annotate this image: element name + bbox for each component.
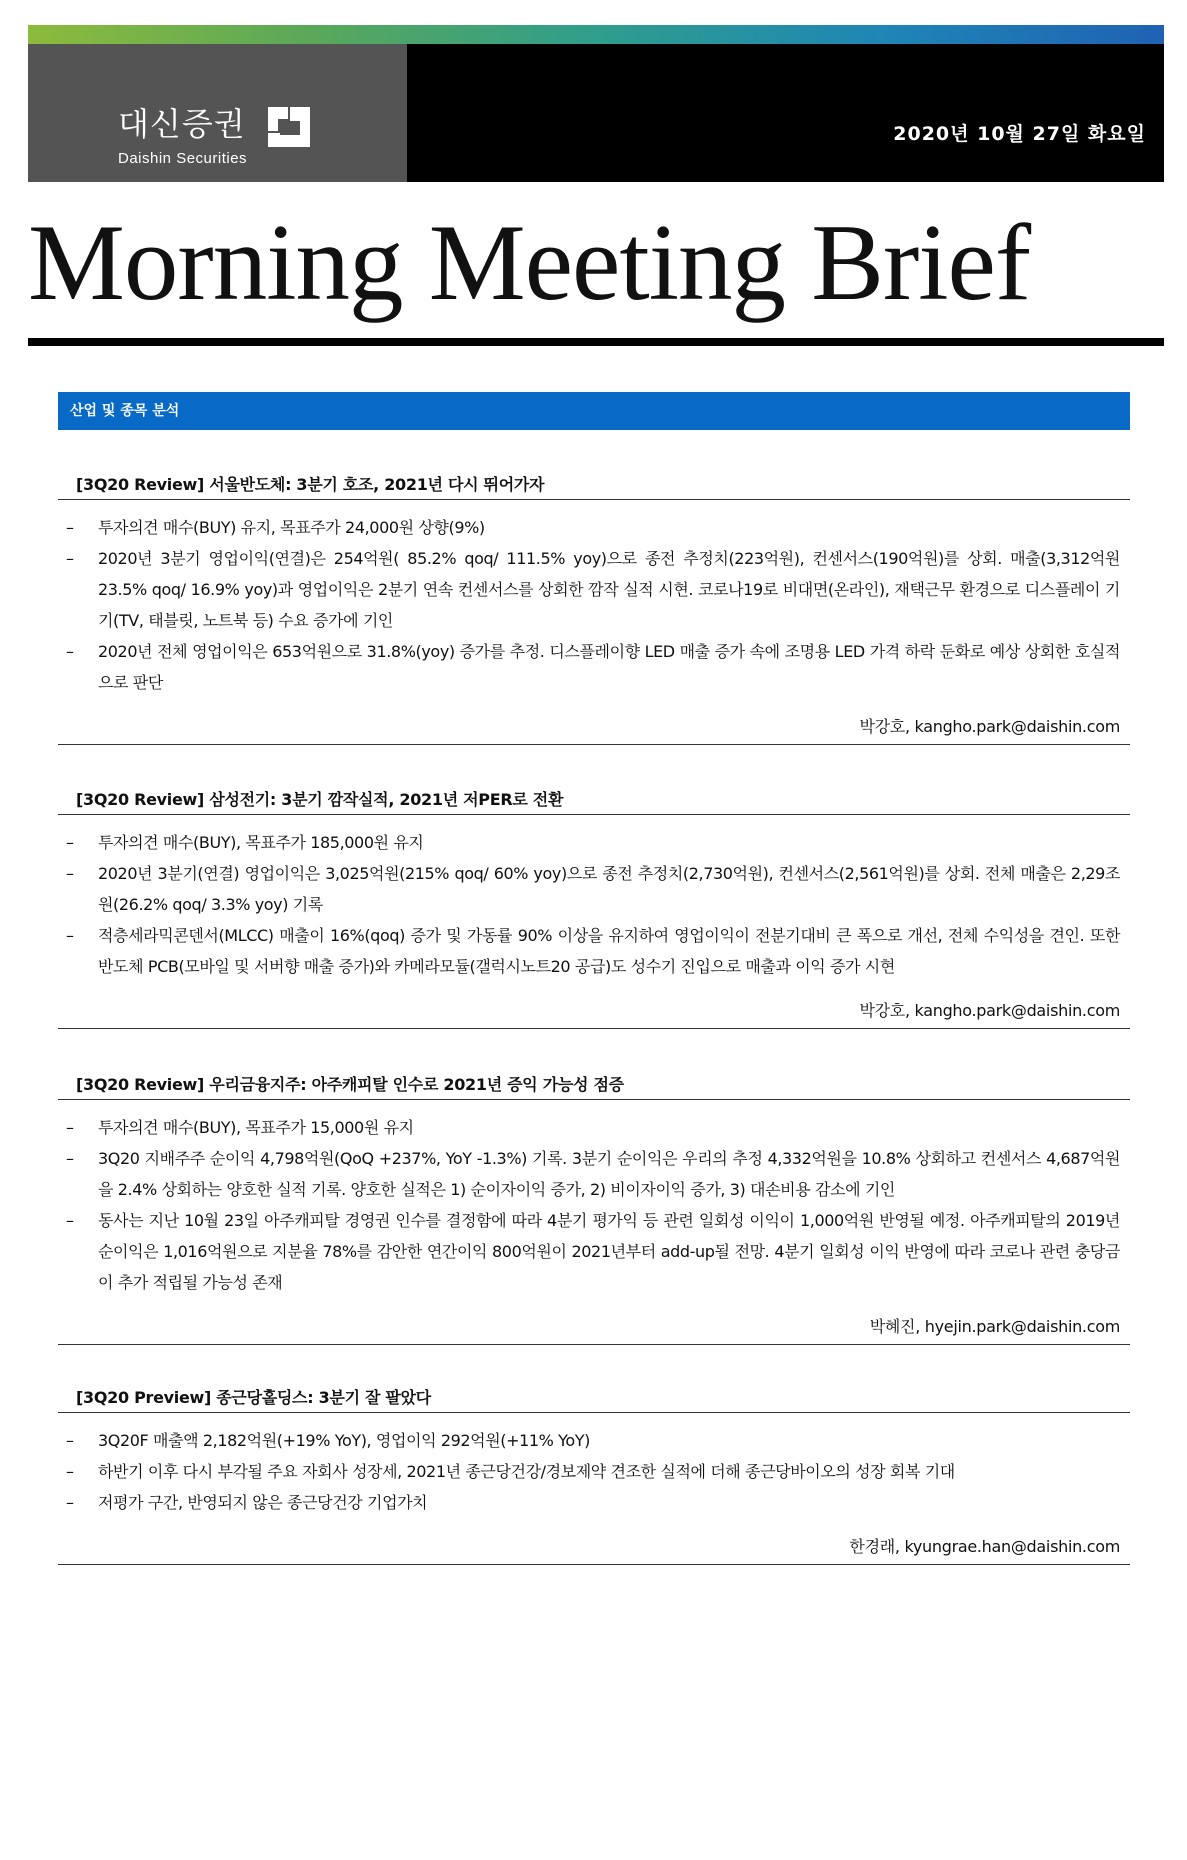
bullet-item: – 투자의견 매수(BUY), 목표주가 15,000원 유지 — [58, 1112, 1130, 1143]
bullet-item: – 2020년 전체 영업이익은 653억원으로 31.8%(yoy) 증가를 추정. 디스플레이향 LED 매출 증가 속에 조명용 LED 가격 하락 둔화로 예상 상회한 호실적으로 판단 — [58, 636, 1130, 698]
article-woori-financial — [58, 1073, 1130, 1345]
article-title: [3Q20 Review] 우리금융지주: 아주캐피탈 인수로 2021년 증익 가능성 점증 — [58, 1073, 1130, 1100]
article-title: [3Q20 Review] 서울반도체: 3분기 호조, 2021년 다시 뛰어가자 — [58, 473, 1130, 500]
bullet-list — [58, 1100, 1130, 1298]
bullet-item: – 3Q20 지배주주 순이익 4,798억원(QoQ +237%, YoY -1.3%) 기록. 3분기 순이익은 우리의 추정 4,332억원을 10.8% 상회하고 컨센서스 4,687억원을 2.4% 상회하는 양호한 실적 기록. 양호한 실적은 1) 순이자이익 증가, 2) 비이자이익 증가, 3) 대손비용 감소에 기인 — [58, 1143, 1130, 1205]
bullet-item: – 동사는 지난 10월 23일 아주캐피탈 경영권 인수를 결정함에 따라 4분기 평가익 등 관련 일회성 이익이 1,000억원 반영될 예정. 아주캐피탈의 2019년 순이익은 1,016억원으로 지분율 78%를 감안한 연간이익 800억원이 2021년부터 add-up될 전망. 4분기 일회성 이익 반영에 따라 코로나 관련 충당금이 추가 적립될 가능성 존재 — [58, 1205, 1130, 1298]
daishin-logo-icon — [264, 101, 314, 151]
author-contact: 박강호, kangho.park@daishin.com — [58, 710, 1130, 745]
bullet-item: – 투자의견 매수(BUY), 목표주가 185,000원 유지 — [58, 827, 1130, 858]
bullet-item: – 투자의견 매수(BUY) 유지, 목표주가 24,000원 상향(9%) — [58, 512, 1130, 543]
report-date: 2020년 10월 27일 화요일 — [893, 123, 1146, 145]
bullet-item: – 3Q20F 매출액 2,182억원(+19% YoY), 영업이익 292억원(+11% YoY) — [58, 1425, 1130, 1456]
banner-gradient-strip — [28, 25, 1164, 44]
section-header: 산업 및 종목 분석 — [58, 392, 1130, 430]
bullet-item: – 2020년 3분기(연결) 영업이익은 3,025억원(215% qoq/ 60% yoy)으로 종전 추정치(2,730억원), 컨센서스(2,561억원)를 상회. 전체 매출은 2,29조원(26.2% qoq/ 3.3% yoy) 기록 — [58, 858, 1130, 920]
author-contact: 한경래, kyungrae.han@daishin.com — [58, 1530, 1130, 1565]
article-chong-kun-dang-holdings — [58, 1386, 1130, 1565]
page-title: Morning Meeting Brief — [28, 202, 1031, 323]
header-banner — [28, 25, 1164, 182]
article-title: [3Q20 Review] 삼성전기: 3분기 깜작실적, 2021년 저PER로 전환 — [58, 788, 1130, 815]
title-rule — [28, 338, 1164, 346]
article-title: [3Q20 Preview] 종근당홀딩스: 3분기 잘 팔았다 — [58, 1386, 1130, 1413]
bullet-list — [58, 815, 1130, 982]
logo-english: Daishin Securities — [118, 150, 248, 167]
article-samsung-electro-mechanics — [58, 788, 1130, 1029]
bullet-list — [58, 500, 1130, 698]
logo-korean: 대신증권 — [118, 105, 246, 143]
logo-panel — [28, 44, 407, 182]
author-contact: 박강호, kangho.park@daishin.com — [58, 994, 1130, 1029]
bullet-item: – 하반기 이후 다시 부각될 주요 자회사 성장세, 2021년 종근당건강/경보제약 견조한 실적에 더해 종근당바이오의 성장 회복 기대 — [58, 1456, 1130, 1487]
article-seoul-semiconductor — [58, 473, 1130, 745]
bullet-item: – 적층세라믹콘덴서(MLCC) 매출이 16%(qoq) 증가 및 가동률 90% 이상을 유지하여 영업이익이 전분기대비 큰 폭으로 개선, 전체 수익성을 견인. 또한 반도체 PCB(모바일 및 서버향 매출 증가)와 카메라모듈(갤럭시노트20 공급)도 성수기 진입으로 매출과 이익 증가 시현 — [58, 920, 1130, 982]
bullet-item: – 2020년 3분기 영업이익(연결)은 254억원( 85.2% qoq/ 111.5% yoy)으로 종전 추정치(223억원), 컨센서스(190억원)를 상회. 매출(3,312억원 23.5% qoq/ 16.9% yoy)과 영업이익은 2분기 연속 컨센서스를 상회한 깜작 실적 시현. 코로나19로 비대면(온라인), 재택근무 환경으로 디스플레이 기기(TV, 태블릿, 노트북 등) 수요 증가에 기인 — [58, 543, 1130, 636]
author-contact: 박혜진, hyejin.park@daishin.com — [58, 1310, 1130, 1345]
bullet-item: – 저평가 구간, 반영되지 않은 종근당건강 기업가치 — [58, 1487, 1130, 1518]
bullet-list — [58, 1413, 1130, 1518]
